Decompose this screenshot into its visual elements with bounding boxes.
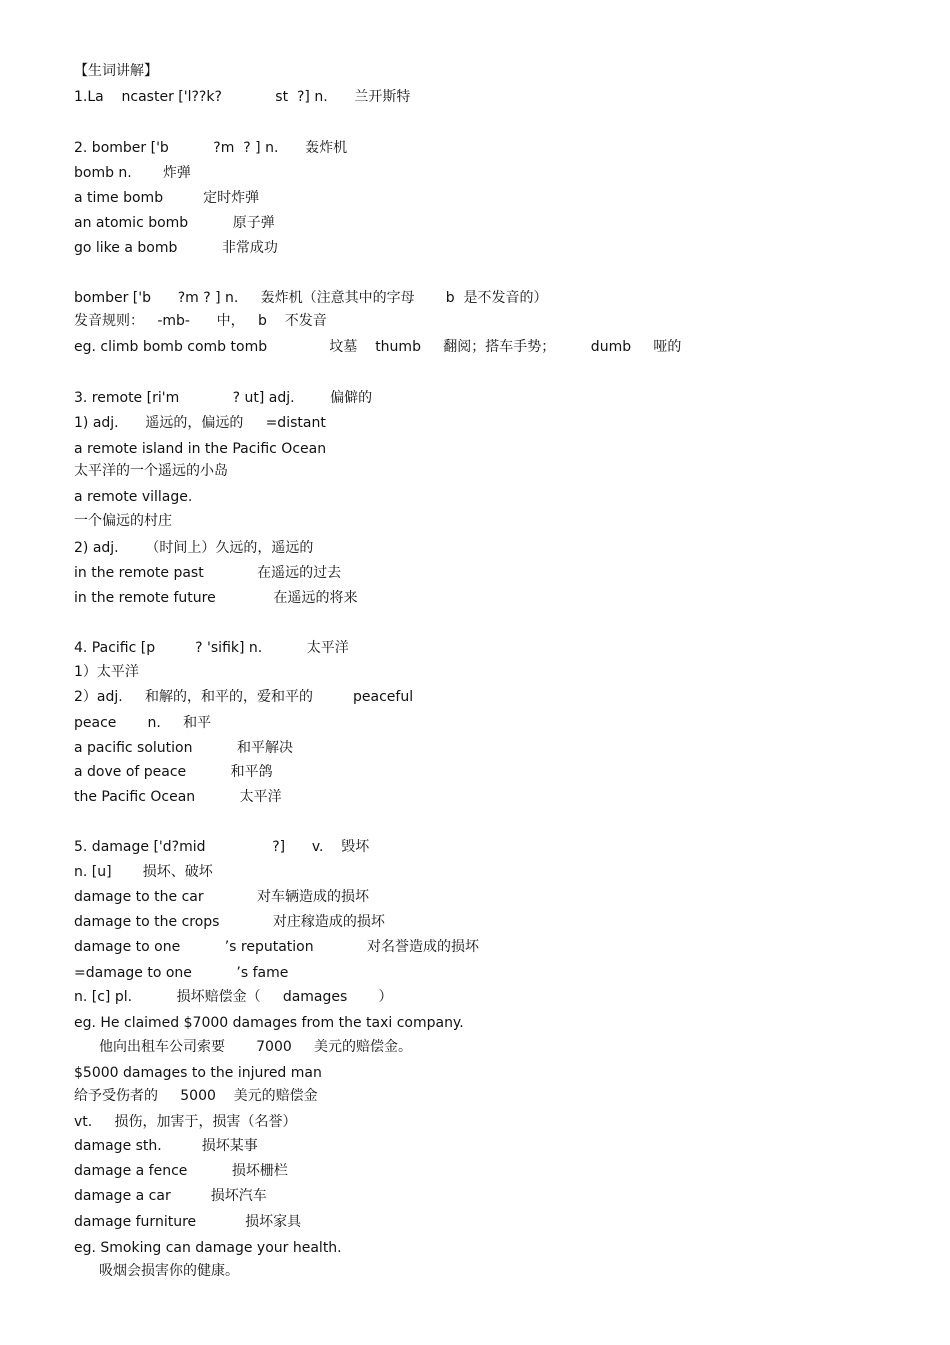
text-line: peace n. 和平: [74, 715, 212, 731]
text-line: damage furniture 损坏家具: [74, 1214, 302, 1230]
text-line: 一个偏远的村庄: [74, 513, 172, 529]
text-line: 1）太平洋: [74, 664, 139, 680]
text-line: bomb n. 炸弹: [74, 165, 191, 181]
text-line: an atomic bomb 原子弹: [74, 215, 275, 231]
text-line: a remote village.: [74, 489, 193, 505]
text-line: damage to the car 对车辆造成的损坏: [74, 889, 369, 905]
text-line: 2) adj. （时间上）久远的，遥远的: [74, 540, 314, 556]
text-line: damage a car 损坏汽车: [74, 1188, 267, 1204]
text-line: bomber ['b ?m ? ] n. 轰炸机（注意其中的字母 b 是不发音的）: [74, 290, 548, 306]
text-line: 发音规则： -mb- 中， b 不发音: [74, 313, 327, 329]
word-entry-pacific: 4. Pacific [p ? 'sifik] n. 太平洋: [74, 640, 349, 656]
text-line: =damage to one ’s fame: [74, 965, 289, 981]
text-line: damage to the crops 对庄稼造成的损坏: [74, 914, 385, 930]
text-line: the Pacific Ocean 太平洋: [74, 789, 282, 805]
text-line: a pacific solution 和平解决: [74, 740, 293, 756]
section-heading: 【生词讲解】: [74, 63, 158, 79]
text-line: damage to one ’s reputation 对名誉造成的损坏: [74, 939, 479, 955]
text-line: in the remote future 在遥远的将来: [74, 590, 358, 606]
text-line: damage sth. 损坏某事: [74, 1138, 258, 1154]
text-line: $5000 damages to the injured man: [74, 1065, 322, 1081]
text-line: eg. Smoking can damage your health.: [74, 1240, 342, 1256]
word-entry-bomber: 2. bomber ['b ?m ? ] n. 轰炸机: [74, 140, 348, 156]
text-line: 太平洋的一个遥远的小岛: [74, 463, 228, 479]
text-line: 给予受伤者的 5000 美元的赔偿金: [74, 1088, 318, 1104]
text-line: 他向出租车公司索要 7000 美元的赔偿金。: [99, 1039, 413, 1055]
text-line: a time bomb 定时炸弹: [74, 190, 260, 206]
text-line: n. [c] pl. 损坏赔偿金（ damages ）: [74, 989, 393, 1005]
text-line: a dove of peace 和平鸽: [74, 764, 273, 780]
text-line: damage a fence 损坏栅栏: [74, 1163, 288, 1179]
text-line: 吸烟会损害你的健康。: [99, 1263, 239, 1279]
word-entry-remote: 3. remote [ri'm ? ut] adj. 偏僻的: [74, 390, 373, 406]
word-entry-lancaster: 1.La ncaster ['l??k? st ?] n. 兰开斯特: [74, 89, 411, 105]
text-line: vt. 损伤，加害于，损害（名誉）: [74, 1114, 297, 1130]
text-line: n. [u] 损坏、破坏: [74, 864, 213, 880]
text-line: eg. climb bomb comb tomb 坟墓 thumb 翻阅；搭车手势； dumb 哑的: [74, 339, 682, 355]
word-entry-damage: 5. damage ['d?mid ?] v. 毁坏: [74, 839, 370, 855]
text-line: go like a bomb 非常成功: [74, 240, 278, 256]
text-line: eg. He claimed $7000 damages from the taxi company.: [74, 1015, 464, 1031]
text-line: a remote island in the Pacific Ocean: [74, 441, 327, 457]
text-line: in the remote past 在遥远的过去: [74, 565, 342, 581]
text-line: 1) adj. 遥远的，偏远的 =distant: [74, 415, 326, 431]
text-line: 2）adj. 和解的，和平的，爱和平的 peaceful: [74, 689, 414, 705]
